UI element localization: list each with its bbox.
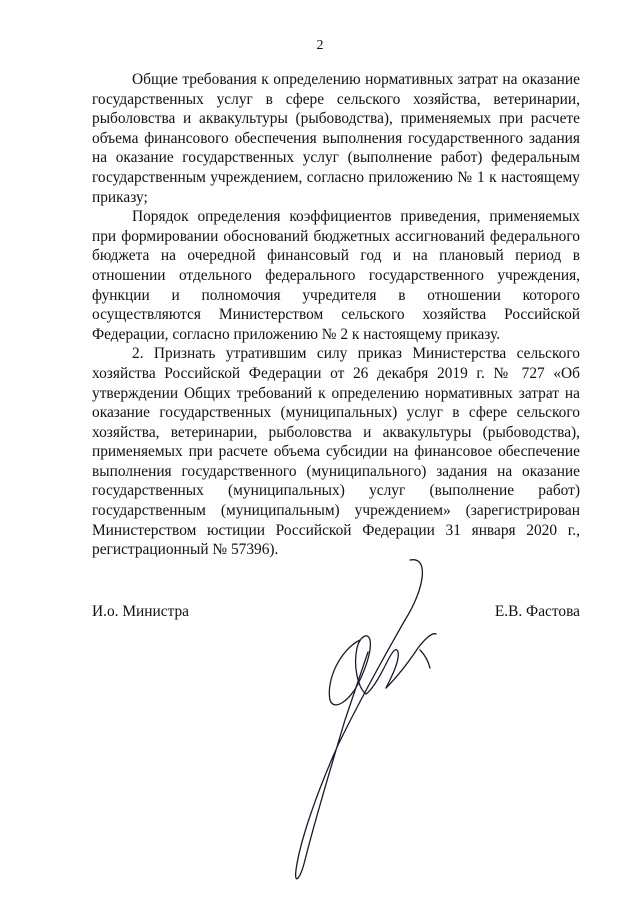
- paragraph-coefficients-procedure: Порядок определения коэффициентов приведения, применяемых при формировании обоснований бюджетных ассигнований федерального бюджета на очередной финансовый год и на плановый период в отношении отдельного федерального государственного учреждения, функции и полномочия учредителя в отношении которого осуществляются Министерством сельского хозяйства Российской Федерации, согласно приложению № 2 к настоящему приказу.: [92, 208, 580, 343]
- signer-name: Е.В. Фастова: [494, 603, 580, 620]
- paragraph-general-requirements: Общие требования к определению нормативных затрат на оказание государственных услуг в сфере сельского хозяйства, ветеринарии, рыболовства и аквакультуры (рыбоводства), применяемых при расчете объема финансового обеспечения выполнения государственного задания на оказание государственных услуг (выполнение работ) федеральным государственным учреждением, согласно приложению № 1 к настоящему приказу;: [92, 71, 580, 206]
- document-body: [92, 70, 580, 560]
- signer-title: И.о. Министра: [92, 603, 190, 620]
- page-number: 2: [316, 38, 324, 53]
- paragraph-repeal-order: 2. Признать утратившим силу приказ Министерства сельского хозяйства Российской Федерации от 26 декабря 2019 г. № 727 «Об утверждении Общих требований к определению нормативных затрат на оказание государственных (муниципальных) услуг в сфере сельского хозяйства, ветеринарии, рыболовства и аквакультуры (рыбоводства), применяемых при расчете объема субсидии на финансовое обеспечение выполнения государственного (муниципального) задания на оказание государственных (муниципальных) услуг (выполнение работ) государственным (муниципальным) учреждением» (зарегистрирован Министерством юстиции Российской Федерации 31 января 2020 г., регистрационный № 57396).: [92, 345, 580, 559]
